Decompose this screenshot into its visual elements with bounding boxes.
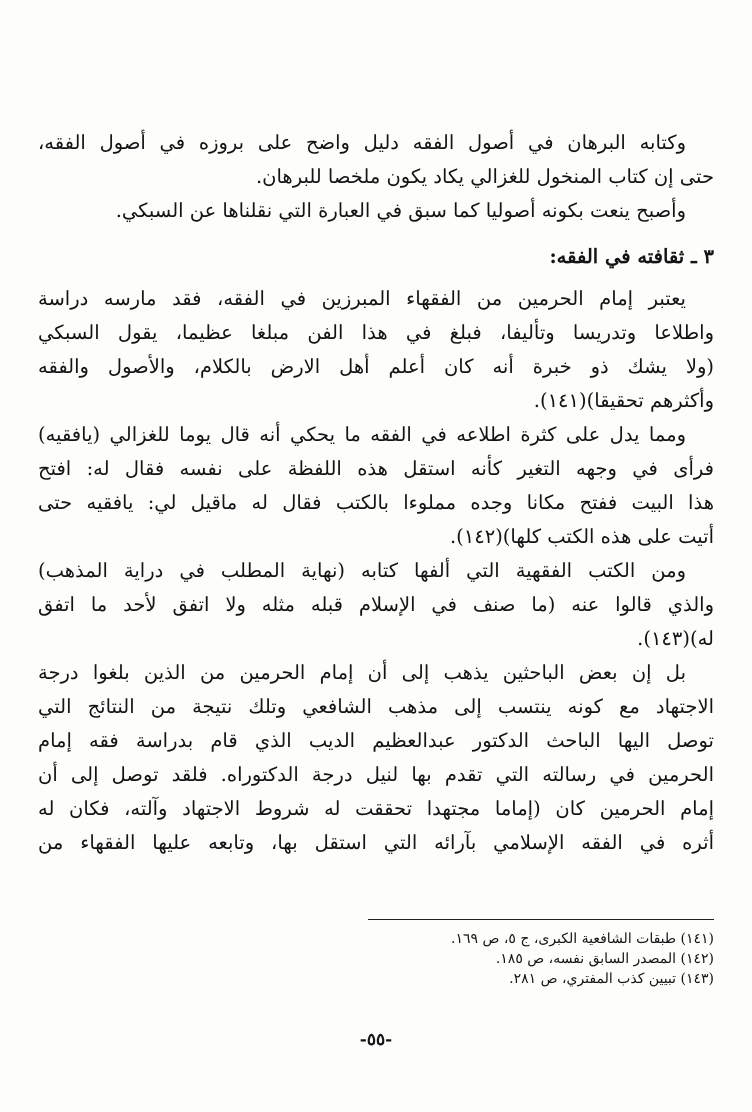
para5-line-2: الاجتهاد مع كونه ينتسب إلى مذهب الشافعي وتلك نتيجة من النتائج التي [38, 695, 714, 718]
para1-line-3: وأصبح ينعت بكونه أصوليا كما سبق في العبارة التي نقلناها عن السبكي. [115, 199, 686, 222]
footnote-divider [368, 919, 714, 920]
para3-line-4: أتيت على هذه الكتب كلها)(١٤٢). [449, 525, 714, 548]
para5-line-5: إمام الحرمين كان (إماما مجتهدا تحققت له شروط الاجتهاد وآلته، فكان له [38, 797, 714, 820]
footnote-141: (١٤١) طبقات الشافعية الكبرى، ج ٥، ص ١٦٩. [451, 931, 714, 947]
para3-line-1: ومما يدل على كثرة اطلاعه في الفقه ما يحكي أنه قال يوما للغزالي (يافقيه) [38, 423, 686, 446]
page-number: -٥٥- [359, 1030, 393, 1050]
para3-line-2: فرأى في وجهه التغير كأنه استقل هذه اللفظة على نفسه فقال له: افتح [38, 457, 714, 480]
para5-line-1: بل إن بعض الباحثين يذهب إلى أن إمام الحرمين من الذين بلغوا درجة [38, 661, 686, 684]
footnote-142: (١٤٢) المصدر السابق نفسه، ص ١٨٥. [495, 951, 714, 967]
section-heading: ٣ ـ ثقافته في الفقه: [549, 245, 714, 268]
para2-line-1: يعتبر إمام الحرمين من الفقهاء المبرزين في الفقه، فقد مارسه دراسة [38, 287, 686, 310]
para4-line-1: ومن الكتب الفقهية التي ألفها كتابه (نهاية المطلب في دراية المذهب) [38, 559, 686, 582]
footnote-143: (١٤٣) تبيين كذب المفتري، ص ٢٨١. [509, 971, 714, 987]
para2-line-3: (ولا يشك ذو خبرة أنه كان أعلم أهل الارض بالكلام، والأصول والفقه [38, 355, 714, 378]
para1-line-2: حتى إن كتاب المنخول للغزالي يكاد يكون ملخصا للبرهان. [255, 165, 714, 188]
para2-line-2: واطلاعا وتدريسا وتأليفا، فبلغ في هذا الفن مبلغا عظيما، يقول السبكي [38, 321, 714, 344]
para1-line-1: وكتابه البرهان في أصول الفقه دليل واضح على بروزه في أصول الفقه، [38, 131, 686, 154]
para5-line-4: الحرمين في رسالته التي تقدم بها لنيل درجة الدكتوراه. فلقد توصل إلى أن [38, 763, 714, 786]
para4-line-3: له)(١٤٣). [637, 627, 714, 650]
para5-line-6: أثره في الفقه الإسلامي بآرائه التي استقل بها، وتابعه عليها الفقهاء من [38, 831, 714, 854]
para5-line-3: توصل اليها الباحث الدكتور عبدالعظيم الديب الذي قام بدراسة فقه إمام [38, 729, 714, 752]
para4-line-2: والذي قالوا عنه (ما صنف في الإسلام قبله مثله ولا اتفق لأحد ما اتفق [38, 593, 714, 616]
para3-line-3: هذا البيت ففتح مكانا وجده مملوءا بالكتب فقال له ماقيل لي: يافقيه حتى [38, 491, 714, 514]
para2-line-4: وأكثرهم تحقيقا)(١٤١). [533, 389, 714, 412]
